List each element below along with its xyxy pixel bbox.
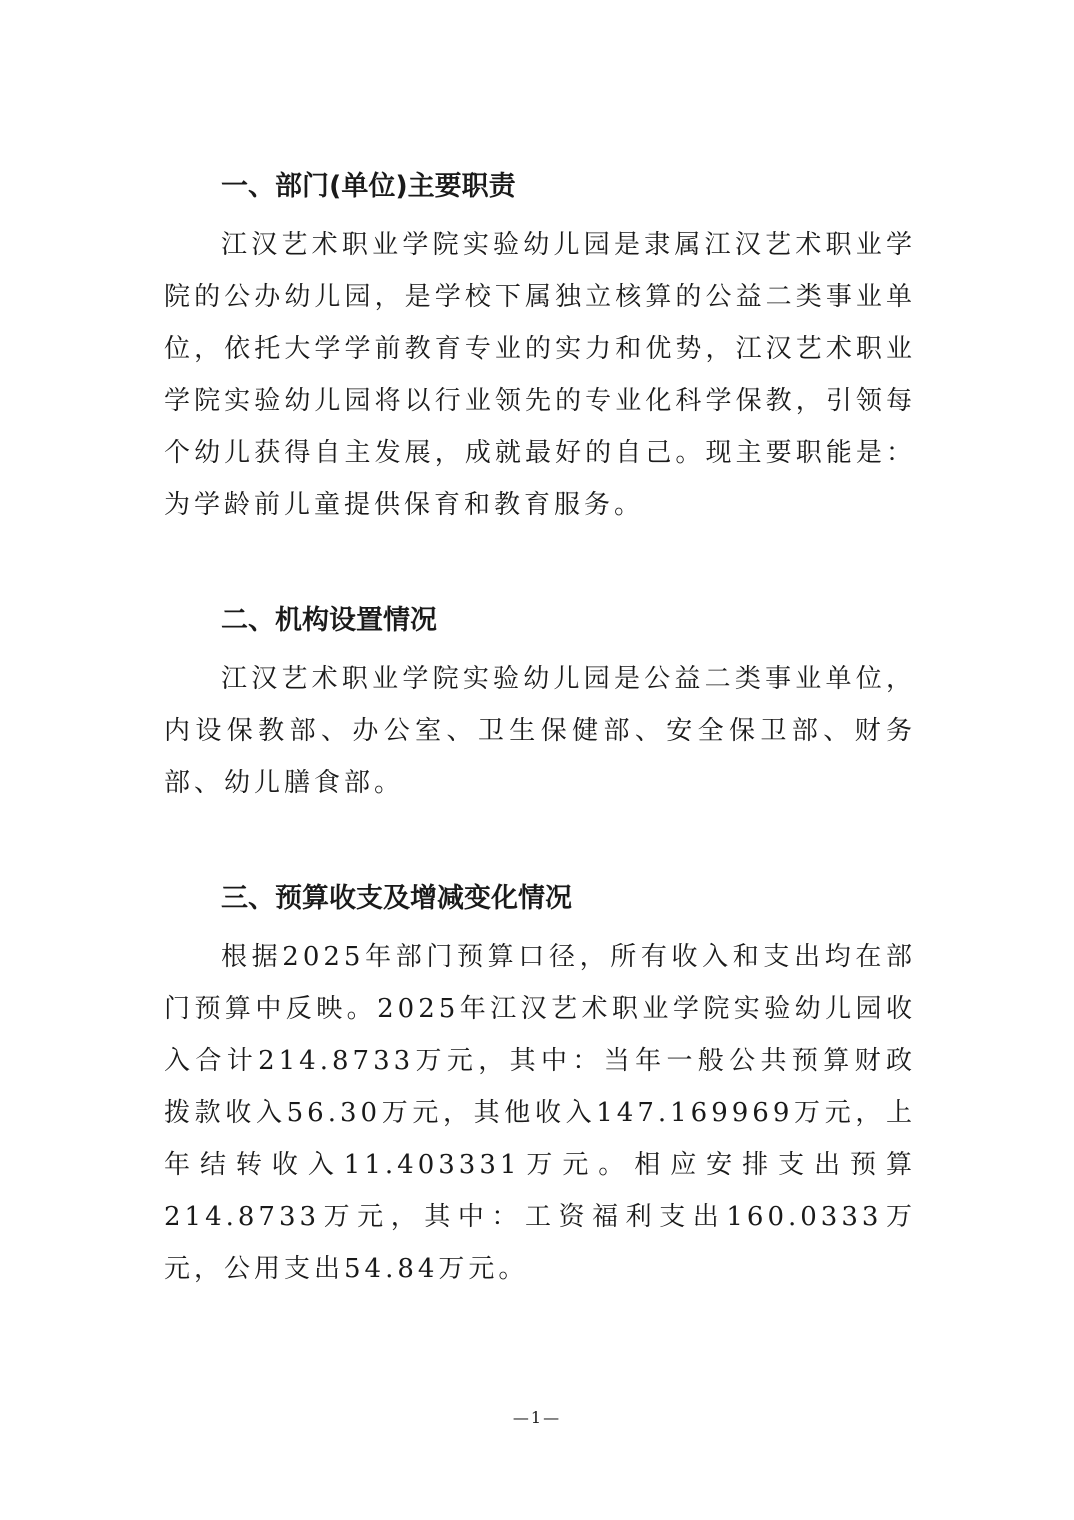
section-duties: [164, 168, 916, 531]
section-budget: [164, 880, 916, 1295]
page-number: —1—: [512, 1408, 562, 1427]
section-heading: 一、部门(单位)主要职责: [221, 171, 516, 202]
section-paragraph: 江汉艺术职业学院实验幼儿园是公益二类事业单位，内设保教部、办公室、卫生保健部、安全保卫部、财务部、幼儿膳食部。: [164, 664, 916, 798]
document-body: [164, 168, 916, 1295]
section-paragraph: 根据2025年部门预算口径，所有收入和支出均在部门预算中反映。2025年江汉艺术职业学院实验幼儿园收入合计214.8733万元，其中：当年一般公共预算财政拨款收入56.30万元，其他收入147.169969万元，上年结转收入11.403331万元。相应安排支出预算214.8733万元，其中：工资福利支出160.0333万元，公用支出54.84万元。: [164, 942, 916, 1284]
section-organization: [164, 602, 916, 809]
section-paragraph: 江汉艺术职业学院实验幼儿园是隶属江汉艺术职业学院的公办幼儿园，是学校下属独立核算的公益二类事业单位，依托大学学前教育专业的实力和优势，江汉艺术职业学院实验幼儿园将以行业领先的专业化科学保教，引领每个幼儿获得自主发展，成就最好的自己。现主要职能是：为学龄前儿童提供保育和教育服务。: [164, 230, 916, 520]
section-heading: 三、预算收支及增减变化情况: [221, 883, 572, 914]
section-heading: 二、机构设置情况: [221, 605, 437, 636]
